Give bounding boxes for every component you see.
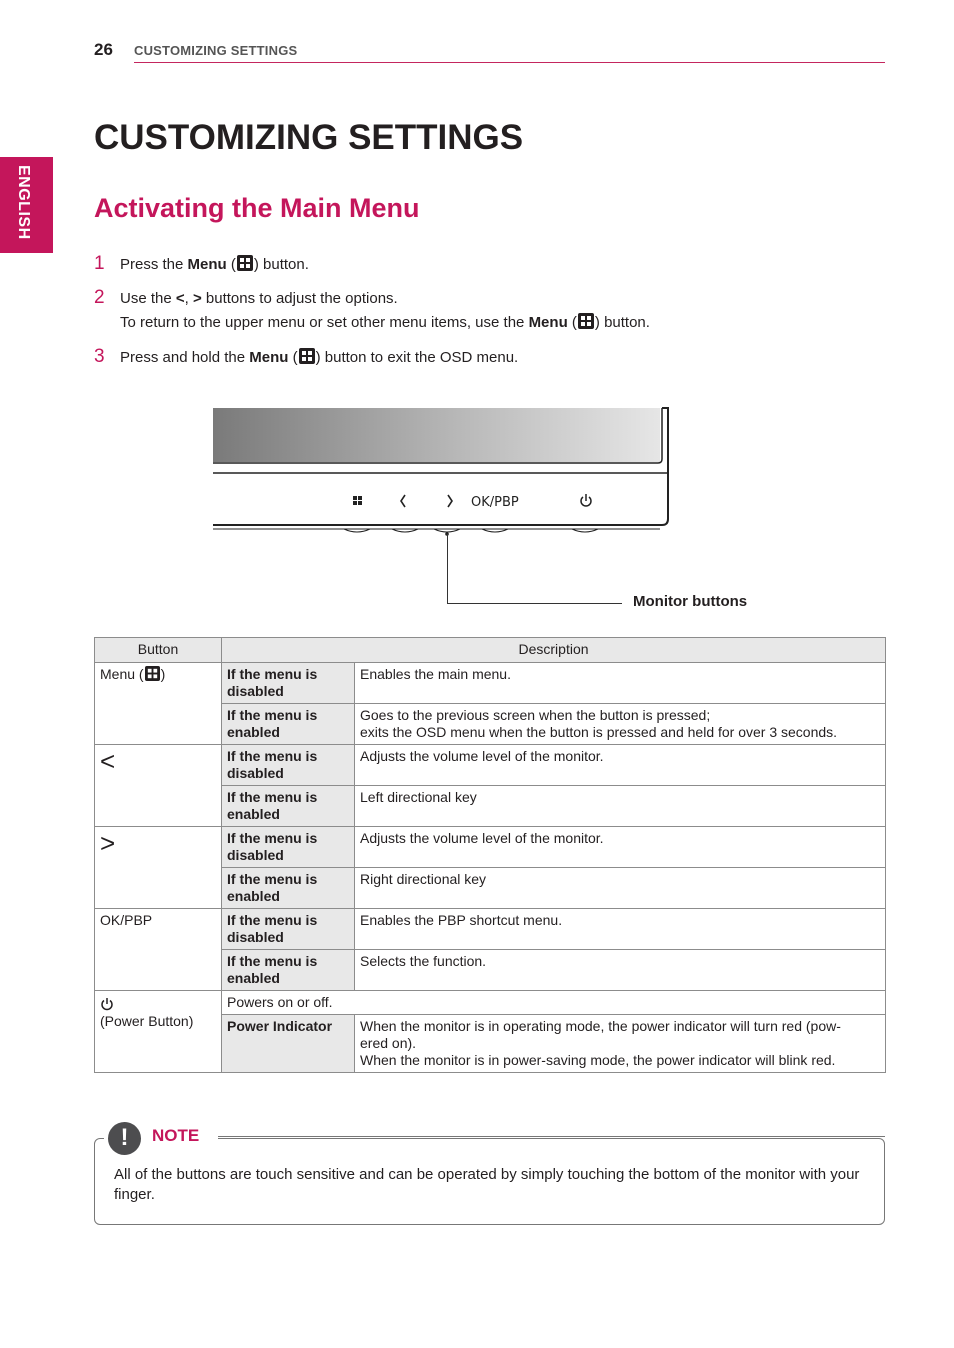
note-rule — [218, 1136, 885, 1137]
description: Adjusts the volume level of the monitor. — [355, 827, 886, 868]
step-number: 1 — [94, 253, 105, 274]
condition: If the menu is disabled — [222, 745, 355, 786]
language-tab — [0, 157, 53, 253]
condition: If the menu is enabled — [222, 950, 355, 991]
description: Right directional key — [355, 868, 886, 909]
running-title: CUSTOMIZING SETTINGS — [134, 43, 298, 58]
button-ok-pbp: OK/PBP — [95, 909, 222, 991]
step-text-line2: To return to the upper menu or set other menu items, use the Menu ( ) button. — [120, 314, 650, 331]
monitor-diagram — [212, 407, 672, 537]
condition: If the menu is disabled — [222, 663, 355, 704]
step-number: 2 — [94, 287, 105, 308]
description: When the monitor is in operating mode, the power indicator will turn red (pow- ered on). When the monitor is in power-saving mode, the power indicator will blink red. — [355, 1015, 886, 1073]
power-button-label: (Power Button) — [100, 1013, 194, 1029]
step-text: Press and hold the Menu ( ) button to exit the OSD menu. — [120, 349, 519, 366]
description: Enables the main menu. — [355, 663, 886, 704]
table-row — [95, 909, 886, 950]
section-title: Activating the Main Menu — [94, 193, 420, 223]
step-number: 3 — [94, 346, 105, 367]
description: Goes to the previous screen when the button is pressed; exits the OSD menu when the button is pressed and held for over 3 seconds. — [355, 704, 886, 745]
callout-line — [447, 534, 448, 604]
header-button: Button — [95, 638, 222, 663]
button-power — [95, 991, 222, 1073]
page-title: CUSTOMIZING SETTINGS — [94, 118, 524, 157]
condition: Power Indicator — [222, 1015, 355, 1073]
step-text: Use the <, > buttons to adjust the options. — [120, 290, 398, 307]
page-number: 26 — [94, 40, 113, 59]
description: Powers on or off. — [222, 991, 886, 1015]
buttons-table — [94, 637, 886, 1073]
description: Enables the PBP shortcut menu. — [355, 909, 886, 950]
table-row — [95, 745, 886, 786]
monitor-screen — [213, 408, 660, 462]
description: Adjusts the volume level of the monitor. — [355, 745, 886, 786]
header-description: Description — [222, 638, 886, 663]
menu-icon — [237, 255, 253, 271]
note-text: All of the buttons are touch sensitive and can be operated by simply touching the bottom of the monitor with your finger. — [114, 1166, 860, 1203]
table-row — [95, 663, 886, 704]
condition: If the menu is disabled — [222, 909, 355, 950]
right-arrow-icon: > — [100, 828, 116, 858]
header-rule — [134, 62, 885, 63]
menu-icon — [145, 666, 160, 681]
power-icon — [100, 997, 114, 1011]
ok-pbp-label: OK/PBP — [471, 495, 519, 510]
button-menu: Menu ( ) — [95, 663, 222, 745]
exclamation-icon: ! — [108, 1122, 141, 1155]
note-label: NOTE — [152, 1126, 200, 1145]
condition: If the menu is enabled — [222, 786, 355, 827]
table-row — [95, 991, 886, 1015]
callout-line — [447, 603, 622, 604]
step-text: Press the Menu ( ) button. — [120, 256, 309, 273]
left-arrow-icon: < — [100, 746, 116, 776]
description: Selects the function. — [355, 950, 886, 991]
button-left — [95, 745, 222, 827]
menu-icon — [578, 313, 594, 329]
table-header-row — [95, 638, 886, 663]
callout-label: Monitor buttons — [633, 593, 748, 610]
button-right — [95, 827, 222, 909]
condition: If the menu is enabled — [222, 704, 355, 745]
menu-icon — [299, 348, 315, 364]
condition: If the menu is enabled — [222, 868, 355, 909]
table-row — [95, 827, 886, 868]
condition: If the menu is disabled — [222, 827, 355, 868]
language-tab-label: ENGLISH — [15, 165, 32, 240]
description: Left directional key — [355, 786, 886, 827]
